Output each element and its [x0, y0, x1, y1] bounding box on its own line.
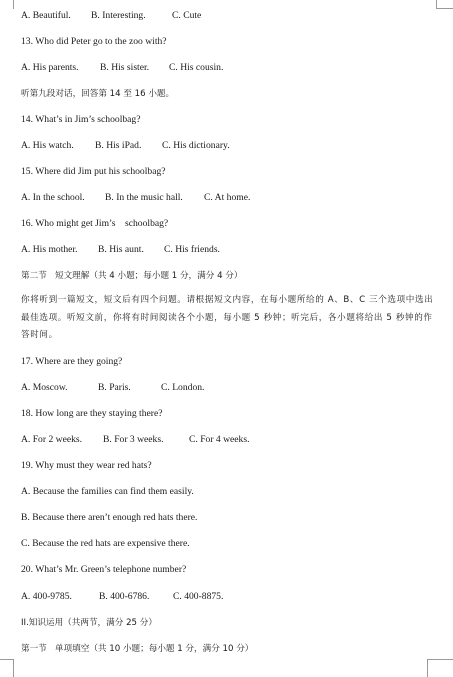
option-a: A. In the school.: [21, 192, 85, 203]
question-16: 16. Who might get Jim’s schoolbag?: [21, 218, 169, 229]
crop-mark-top-left: [13, 0, 14, 9]
option-c: C. His dictionary.: [162, 140, 230, 151]
option-a: A. Beautiful.: [21, 10, 71, 21]
question-19: 19. Why must they wear red hats?: [21, 460, 152, 471]
section-heading-part-1-single-choice: 第一节 单项填空（共 10 小题；每小题 1 分，满分 10 分）: [21, 644, 254, 654]
section-instruction-passage: 你将听到一篇短文，短文后有四个问题。请根据短文内容，在每小题所给的 A、B、C 三个选项中选出最佳选项。听短文前，你将有时间阅读各个小题，每小题 5 秒钟；听完后，各小题将给出 5 秒钟的作答时间。: [21, 295, 434, 340]
option-b: B. 400-6786.: [99, 591, 150, 602]
option-c: C. At home.: [204, 192, 251, 203]
option-c: C. Cute: [172, 10, 202, 21]
section-instruction-dialogue-9: 听第九段对话，回答第 14 至 16 小题。: [21, 89, 175, 99]
option-c: C. His friends.: [164, 244, 220, 255]
answer-options-q20: [21, 591, 435, 603]
section-heading-part-2: 第二节 短文理解（共 4 小题；每小题 1 分，满分 4 分）: [21, 271, 243, 281]
option-a: A. His mother.: [21, 244, 78, 255]
option-b: B. In the music hall.: [105, 192, 183, 203]
answer-options-q12: [21, 10, 435, 22]
option-b: B. Paris.: [98, 382, 131, 393]
answer-options-q17: [21, 382, 435, 394]
answer-options-q16: [21, 244, 435, 256]
option-b: B. Interesting.: [91, 10, 146, 21]
option-c: C. 400-8875.: [173, 591, 224, 602]
question-13: 13. Who did Peter go to the zoo with?: [21, 36, 167, 47]
answer-options-q15: [21, 192, 435, 204]
answer-options-q18: [21, 434, 435, 446]
option-a: A. His parents.: [21, 62, 79, 73]
crop-mark-top-right-h: [437, 8, 453, 9]
option-b: B. His sister.: [100, 62, 150, 73]
crop-mark-bottom-right: [427, 659, 428, 677]
option-b: B. Because there aren’t enough red hats there.: [21, 512, 198, 523]
part-heading-knowledge: II.知识运用（共两节，满分 25 分）: [21, 618, 157, 628]
option-b: B. His aunt.: [98, 244, 144, 255]
crop-mark-bottom-right-h: [427, 659, 453, 660]
option-a: A. 400-9785.: [21, 591, 72, 602]
question-20: 20. What’s Mr. Green’s telephone number?: [21, 564, 187, 575]
question-18: 18. How long are they staying there?: [21, 408, 163, 419]
question-14: 14. What’s in Jim’s schoolbag?: [21, 114, 141, 125]
option-b: B. His iPad.: [95, 140, 142, 151]
option-a: A. His watch.: [21, 140, 74, 151]
question-15: 15. Where did Jim put his schoolbag?: [21, 166, 166, 177]
question-17: 17. Where are they going?: [21, 356, 123, 367]
answer-options-q13: [21, 62, 435, 74]
crop-mark-bottom-left-h: [0, 659, 14, 660]
option-a: A. Moscow.: [21, 382, 68, 393]
answer-options-q14: [21, 140, 435, 152]
option-a: A. For 2 weeks.: [21, 434, 83, 445]
option-c: C. London.: [161, 382, 205, 393]
option-c: C. His cousin.: [169, 62, 224, 73]
option-a: A. Because the families can find them easily.: [21, 486, 194, 497]
crop-mark-bottom-left: [13, 659, 14, 677]
option-c: C. Because the red hats are expensive there.: [21, 538, 190, 549]
option-c: C. For 4 weeks.: [189, 434, 250, 445]
option-b: B. For 3 weeks.: [103, 434, 164, 445]
